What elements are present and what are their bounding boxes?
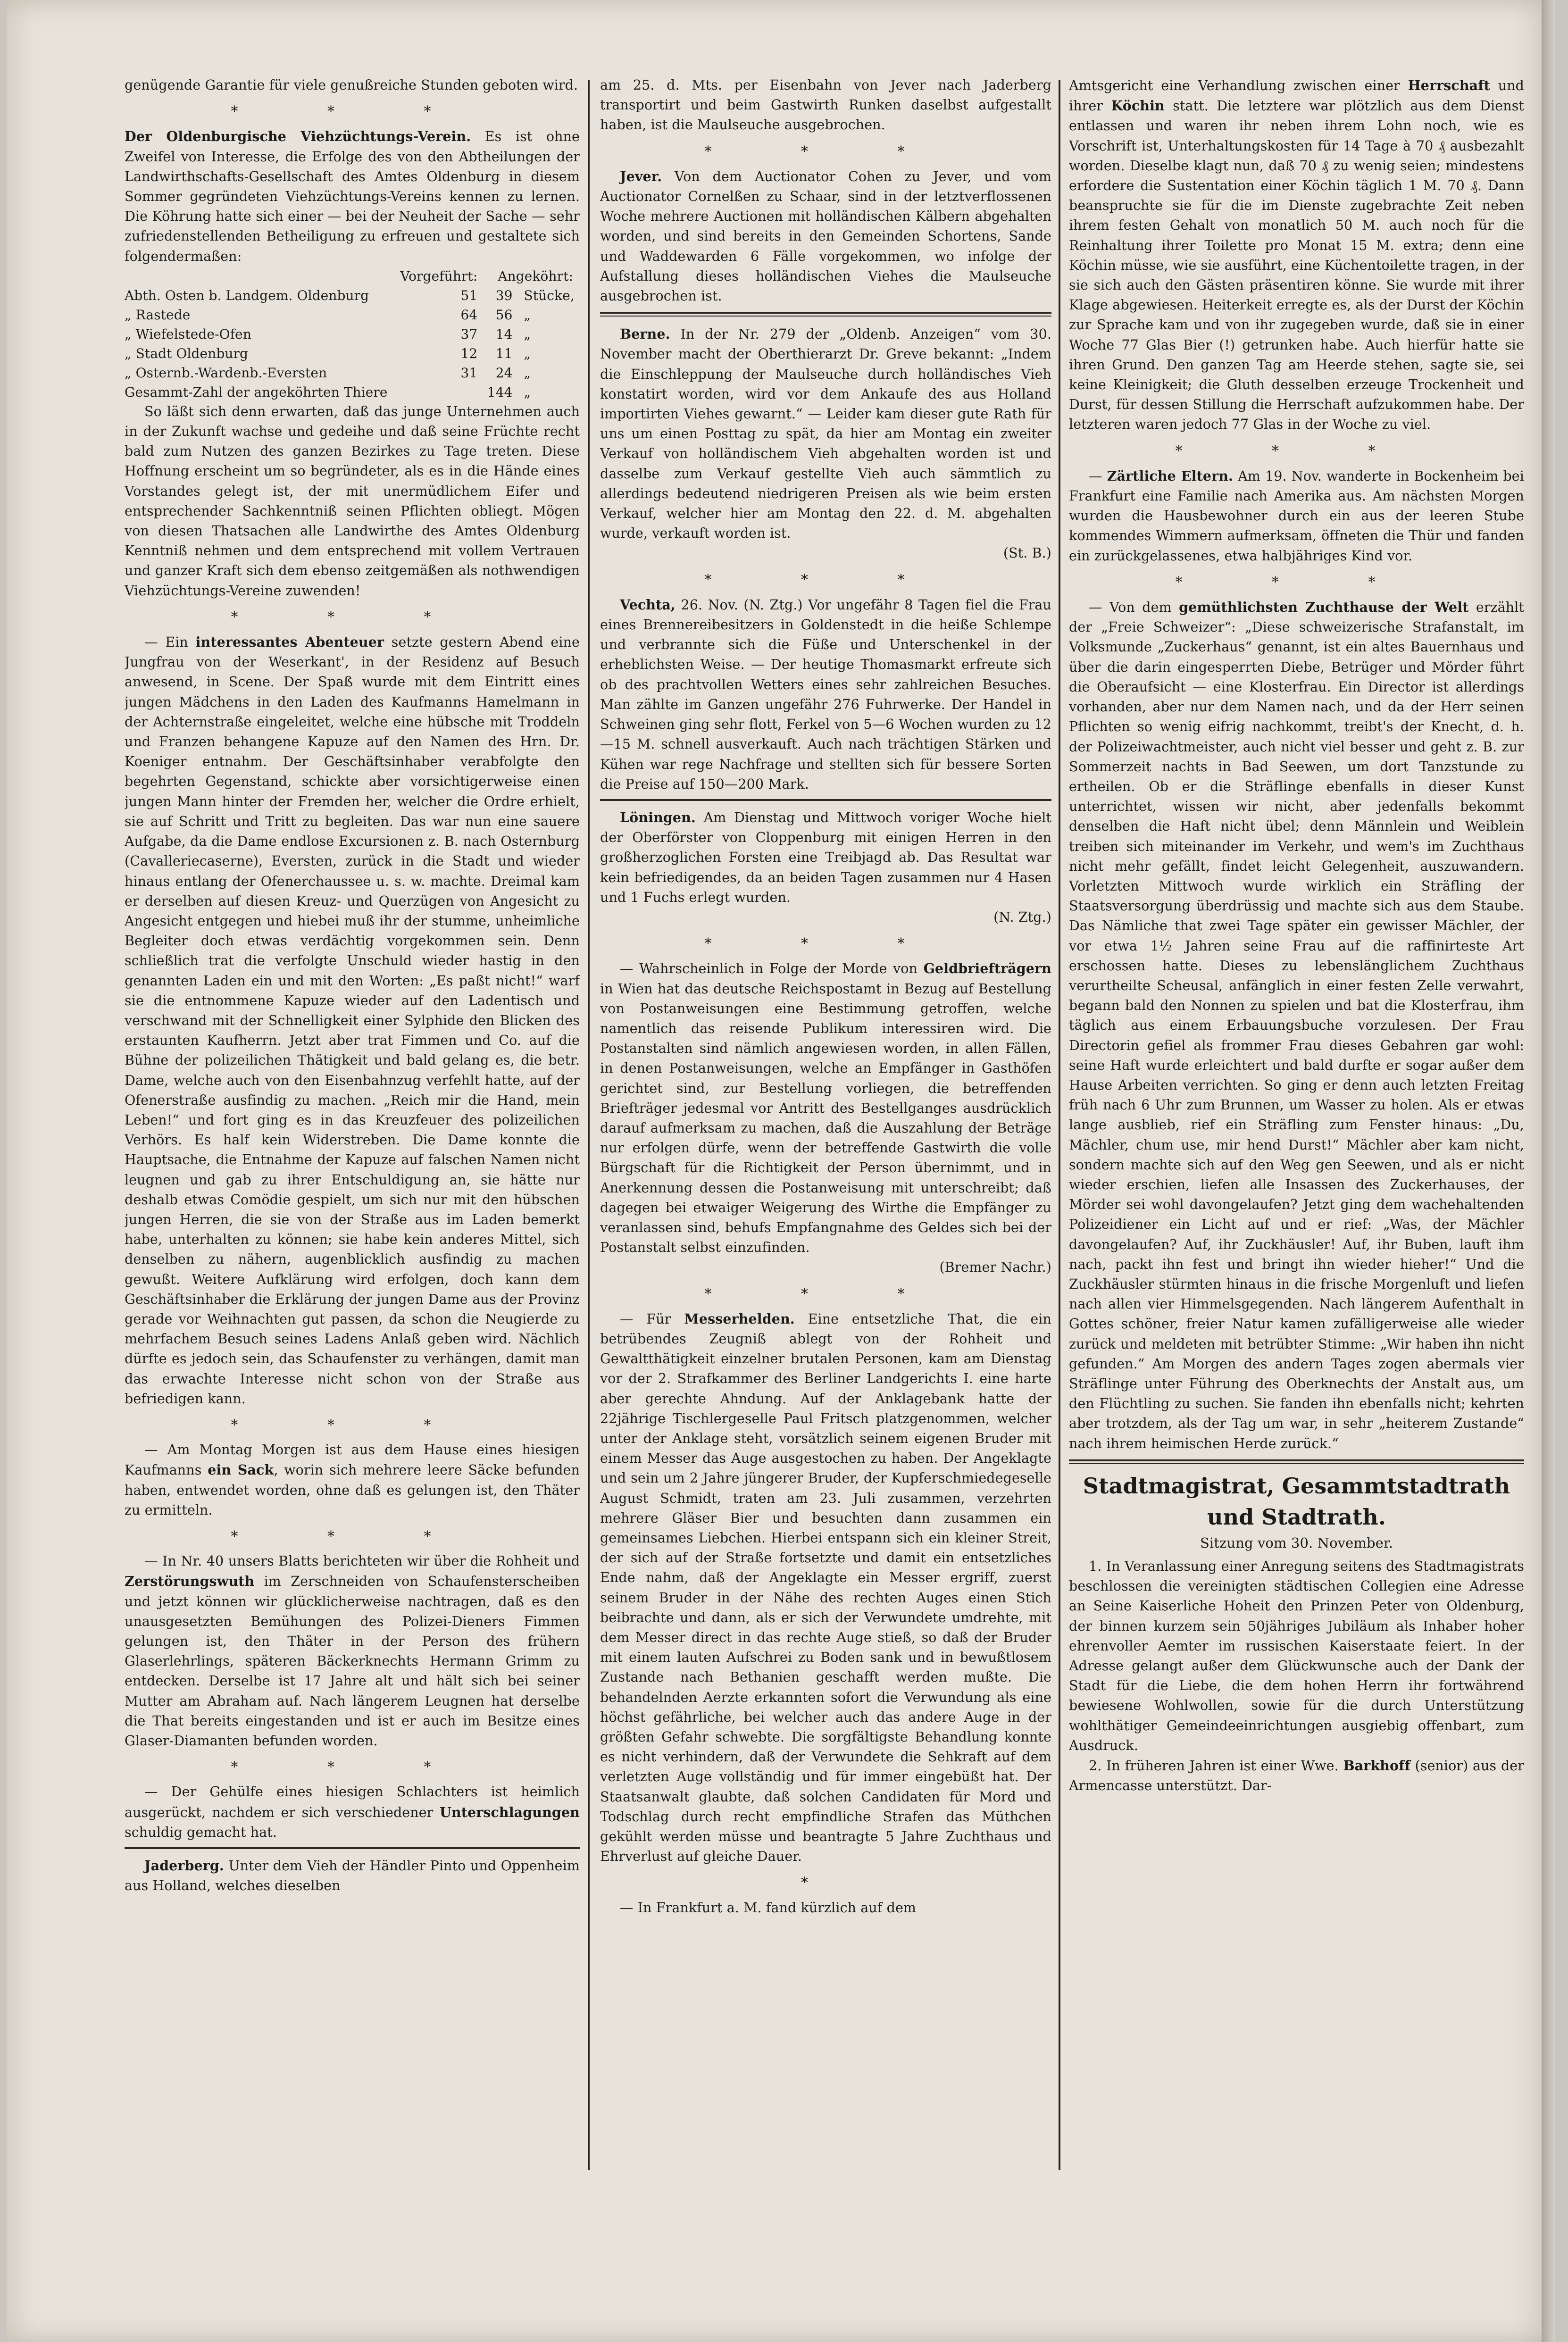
row-licensed: 11	[495, 345, 513, 361]
article-unterschlagung: — Der Gehülfe eines hiesigen Schlachters ist heimlich ausgerückt, nachdem er sich verschiedener Unterschlagungen schuldig gemacht hat.	[125, 1784, 580, 1840]
newspaper-page	[7, 0, 1555, 2342]
row-shown: 12	[460, 345, 478, 361]
article-viehzucht	[125, 126, 580, 266]
article-continuation: genügende Garantie für viele genußreiche Stunden geboten wird.	[125, 77, 578, 93]
row-shown: 51	[460, 287, 478, 303]
separator-stars: * * *	[704, 935, 947, 952]
headline-viehzucht: Der Oldenburgische Viehzüchtungs-Verein.	[125, 128, 471, 145]
row-label: „ Osternb.-Wardenb.-Eversten	[125, 365, 327, 381]
source-credit: (St. B.)	[1003, 545, 1051, 561]
source-credit: (Bremer Nachr.)	[939, 1259, 1051, 1275]
article-zuchthaus: — Von dem gemüthlichsten Zuchthause der Welt erzählt der „Freie Schweizer“: „Diese schweizerische Strafanstalt, im Volksmunde „Zuckerhaus“ genannt, ist ein altes Bauernhaus und über die darin eingesperrten Diebe, Betrüger und Mörder führt die Oberaufsicht — eine Klosterfrau. Ein Director ist allerdings vorhanden, aber nur dem Namen nach, und da der Herr seinen Pflichten so wenig eifrig nachkommt, treibt's der Knecht, d. h. der Polizeiwachtmeister, auch nicht viel besser und geht z. B. zur Sommerzeit nachts in Bad Seewen, um dort Tanzstunde zu ertheilen. Ob er die Sträflinge ebenfalls in dieser Kunst unterrichtet, wissen wir nicht, aber jedenfalls bekommt denselben die Haft nicht übel; denn Männlein und Weiblein treiben sich miteinander im Verkehr, und wem's im Zuchthaus nicht mehr gefällt, findet leicht Gelegenheit, auszuwandern. Vorletzten Mittwoch wurde wirklich ein Sträfling der Staatsversorgung überdrüssig und machte sich aus dem Staube. Das Nämliche that zwei Tage später ein gewisser Mächler, der vor etwa 1½ Jahren seine Frau auf die raffinirteste Art erschossen hatte. Dieses zu lebenslänglichem Zuchthaus verurtheilte Scheusal, anfänglich in einer festen Zelle verwahrt, begann bald den Nonnen zu spielen und bat die Klosterfrau, ihm täglich aus einem Erbauungsbuche vorzulesen. Der Frau Directorin gefiel als frommer Frau dieses Gebahren gar wohl: seine Haft wurde erleichtert und bald durfte er sogar außer dem Hause Arbeiten verrichten. So ging er denn auch letzten Freitag früh nach 6 Uhr zum Brunnen, um Wasser zu holen. Als er etwas lange ausblieb, rief ein Sträfling zum Fenster hinaus: „Du, Mächler, chum use, mir hend Durst!“ Mächler aber kam nicht, sondern machte sich auf den Weg gen Seewen, und als er nicht wieder erschien, liefen alle Insassen des Zuckerhauses, der Mörder sei wohl davongelaufen? Jetzt ging dem wachehaltenden Polizeidiener ein Licht auf und er rief: „Was, der Mächler davongelaufen? Auf, ihr Zuckhäusler! Auf, ihr Buben, lauft ihm nach, packt ihn fest und bringt ihn wieder hieher!“ Und die Zuckhäusler stürmten hinaus in die frische Morgenluft und liefen nach allen vier Himmelsgegenden. Nach längerem Aufenthalt in Gottes schöner, freier Natur kamen zufälligerweise alle wieder zurück und meldeten mit betrübter Stimme: „Wir haben ihn nicht gefunden.“ Am Morgen des andern Tages zogen abermals vier Sträflinge unter Führung des Oberknechts der Anstalt aus, um den Flüchtling zu suchen. Sie fanden ihn ebenfalls nicht; kehrten aber trotzdem, als der Tag um war, in sehr „heiterem Zustande“ nach ihrem heimischen Herde zurück.“	[1069, 599, 1524, 1451]
page-edge	[1542, 0, 1555, 2342]
headline-sack: ein Sack	[208, 1462, 274, 1478]
separator-stars: * * *	[704, 143, 947, 160]
headline-abenteuer: interessantes Abenteuer	[195, 634, 384, 650]
article-jaderberg-continued: am 25. d. Mts. per Eisenbahn von Jever nach Jaderberg transportirt und beim Gastwirth Runken daselbst aufgestallt haben, ist die Maulseuche ausgebrochen.	[600, 77, 1051, 133]
separator-stars: * * *	[231, 608, 474, 625]
livestock-table	[125, 267, 580, 402]
headline-jever: Jever.	[620, 168, 662, 184]
article-messerhelden: — Für Messerhelden. Eine entsetzliche That, die ein betrübendes Zeugniß ablegt von der Rohheit und Gewaltthätigkeit einzelner brutalen Personen, kam am Dienstag vor der 2. Strafkammer des Berliner Landgerichts I. eine harte aber gerechte Ahndung. Auf der Anklagebank hatte der 22jährige Tischlergeselle Paul Fritsch platzgenommen, welcher unter der Anklage steht, vorsätzlich seinem eigenen Bruder mit einem Messer das Auge ausgestochen zu haben. Der Angeklagte und sein um 2 Jahre jüngerer Bruder, der Kupferschmiedegeselle August Schmidt, traten am 23. Juli zusammen, verzehrten mehrere Gläser Bier und besuchten dann zusammen ein gemeinsames Liebchen. Hierbei entspann sich ein kleiner Streit, der sich auf der Straße fortsetzte und damit ein entsetzliches Ende nahm, daß der Angeklagte ein Messer ergriff, zuerst seinem Bruder in der Nähe des rechten Auges einen Stich beibrachte und dann, als er sich der Verwundete umdrehte, mit dem Messer direct in das rechte Auge stieß, so daß der Bruder mit einem lauten Aufschrei zu Boden sank und in bewußtlosem Zustande nach Bethanien geschafft werden mußte. Die behandelnden Aerzte erkannten sofort die Verwundung als eine höchst gefährliche, bei welcher auch das andere Auge in der größten Gefahr schwebte. Die sorgfältigste Behandlung konnte es nicht verhindern, daß der Verwundete die Sehkraft auf dem verletzten Auge vollständig und für immer eingebüßt hat. Der Staatsanwalt glaubte, daß solchen Candidaten für Mord und Todschlag durch recht empfindliche Strafen das Müthchen gekühlt werden müsse und beantragte 5 Jahre Zuchthaus und Ehrverlust auf gleiche Dauer.	[600, 1310, 1051, 1865]
row-licensed: 24	[495, 365, 513, 381]
headline-messerhelden: Messerhelden.	[684, 1310, 795, 1327]
headline-loeningen: Löningen.	[620, 809, 696, 825]
row-unit: „	[524, 307, 531, 323]
row-label: „ Rastede	[125, 307, 191, 323]
total-unit: „	[524, 384, 531, 400]
section-title-stadtmagistrat: Stadtmagistrat, Gesammtstadtrath	[1083, 1473, 1510, 1499]
row-label: „ Stadt Oldenburg	[125, 345, 249, 361]
section-rule	[125, 1847, 580, 1849]
section-subtitle-session: Sitzung vom 30. November.	[1200, 1534, 1393, 1551]
article-vechta: Vechta, 26. Nov. (N. Ztg.) Vor ungefähr 8 Tagen fiel die Frau eines Brennereibesitzers in Goldenstedt in die heiße Schlempe und verbrannte sich die Füße und Unterschenkel in der erheblichsten Weise. — Der heutige Thomasmarkt erfreute sich ob des prachtvollen Wetters eines sehr zahlreichen Besuches. Man zählte im Ganzen ungefähr 276 Fuhrwerke. Der Handel in Schweinen ging sehr flott, Ferkel von 5—6 Wochen wurden zu 12—15 M. schnell ausverkauft. Auch nach trächtigen Stärken und Kühen war rege Nachfrage und stellten sich für bessere Sorten die Preise auf 150—200 Mark.	[600, 596, 1051, 792]
section-rule	[600, 312, 1051, 317]
row-label: Abth. Osten b. Landgem. Oldenburg	[125, 287, 369, 303]
article-viehzucht-conclusion: So läßt sich denn erwarten, daß das junge Unternehmen auch in der Zukunft wachse und gedeihe und daß seine Früchte recht bald zum Nutzen des ganzen Bezirkes zu Tage treten. Diese Hoffnung erscheint um so begründeter, als es in die Hände eines Vorstandes gelegt ist, der mit unermüdlichem Eifer und entsprechender Sachkenntniß seinen Pflichten obliegt. Mögen von diesen Thatsachen alle Landwirthe des Amtes Oldenburg Kenntniß nehmen und dem entsprechend mit vollem Vertrauen und ganzer Kraft sich dem ebenso zeitgemäßen als nothwendigen Viehzüchtungs-Vereine zuwenden!	[125, 403, 580, 599]
article-sack: — Am Montag Morgen ist aus dem Hause eines hiesigen Kaufmanns ein Sack, worin sich mehrere leere Säcke befunden haben, entwendet worden, ohne daß es gelungen ist, den Thäter zu ermitteln.	[125, 1442, 580, 1518]
headline-berne: Berne.	[620, 326, 670, 342]
headline-vechta: Vechta,	[620, 596, 676, 613]
column-middle	[600, 75, 1051, 2179]
council-item-1: 1. In Veranlassung einer Anregung seitens des Stadtmagistrats beschlossen die vereinigten städtischen Collegien eine Adresse an Seine Kaiserliche Hoheit den Prinzen Peter von Oldenburg, der binnen kurzem sein 50jähriges Jubiläum als Inhaber hoher ehrenvoller Aemter im russischen Kaiserstaate feiert. In der Adresse gelangt außer dem Glückwunsche auch der Dank der Stadt für die Liebe, die dem hohen Herrn ihr fortwährend bewiesene Wohlwollen, sowie für die durch Unterstützung wohlthätiger Gemeindeeinrichtungen ausgiebig offenbart, zum Ausdruck.	[1069, 1559, 1524, 1753]
column-rule-1	[588, 80, 590, 2170]
row-unit: „	[524, 326, 531, 342]
section-rule	[1069, 1459, 1524, 1464]
headline-geldbrieftraeger: Geldbriefträgern	[923, 960, 1051, 977]
table-row	[125, 305, 580, 325]
separator-stars: * * *	[1175, 574, 1418, 591]
table-row	[125, 286, 580, 305]
table-row	[125, 344, 580, 363]
headline-unterschlagung: Unterschlagungen	[439, 1804, 580, 1820]
table-row	[125, 363, 580, 383]
row-licensed: 56	[495, 307, 513, 323]
headline-herrschaft: Herrschaft	[1408, 77, 1490, 93]
article-jever: Jever. Von dem Auctionator Cohen zu Jever, und vom Auctionator Cornelßen zu Schaar, sind in der letztverflossenen Woche mehrere Auctionen mit holländischen Kälbern abgehalten worden, und sind bereits in den Gemeinden Schortens, Sande und Waddewarden 6 Fälle vorgekommen, wo infolge der Aufstallung dieses holländischen Viehes die Maulseuche ausgebrochen ist.	[600, 168, 1051, 304]
article-koechin: Amtsgericht eine Verhandlung zwischen einer Herrschaft und ihrer Köchin statt. Die letztere war plötzlich aus dem Dienst entlassen und waren ihr neben ihrem Lohn noch, wie es Vorschrift ist, Unterhaltungskosten für 14 Tage à 70 ₰ ausbezahlt worden. Dieselbe klagt nun, daß 70 ₰ zu wenig seien; mindestens erfordere die Sustentation einer Köchin täglich 1 M. 70 ₰. Dann beanspruchte sie für die im Dienste zugebrachte Zeit neben ihrem festen Gehalt von monatlich 50 M. auch noch für die Reinhaltung ihrer Toilette pro Monat 15 M. extra; denn eine Köchin müsse, wie sie ausführt, eine Küchentoilette tragen, in der sie sich auch den Gästen präsentiren könne. Sie wurde mit ihrer Klage abgewiesen. Heiterkeit erregte es, als der Durst der Köchin zur Sprache kam und von ihr zugegeben wurde, daß sie in einer Woche 77 Glas Bier (!) getrunken habe. Auch hierfür hatte sie ihren Grund. Den ganzen Tag am Heerde stehen, sagte sie, sei keine Kleinigkeit; die Gluth desselben erzeuge Trockenheit und Durst, für dessen Stillung die Herrschaft aufzukommen habe. Der letzteren waren jedoch 77 Glas in der Woche zu viel.	[1069, 77, 1524, 433]
total-value: 144	[487, 384, 513, 400]
article-eltern: — Zärtliche Eltern. Am 19. Nov. wanderte in Bockenheim bei Frankfurt eine Familie nach Amerika aus. Am nächsten Morgen wurden die Hausbewohner durch ein aus der leeren Stube kommendes Wimmern aufmerksam, öffneten die Thür und fanden ein zurückgelassenes, etwa halbjähriges Kind vor.	[1069, 467, 1524, 564]
headline-zuchthaus: gemüthlichsten Zuchthause der Welt	[1179, 599, 1469, 616]
row-shown: 31	[460, 365, 478, 381]
separator-stars: * * *	[231, 1417, 474, 1434]
headline-jaderberg: Jaderberg.	[144, 1858, 224, 1874]
table-header-shown: Vorgeführt:	[400, 268, 478, 284]
article-geldbrieftraeger: — Wahrscheinlich in Folge der Morde von Geldbriefträgern in Wien hat das deutsche Reichspostamt in Bezug auf Bestellung von Postanweisungen eine Bestimmung getroffen, welche namentlich das reisende Publikum interessiren wird. Die Postanstalten sind nämlich angewiesen worden, in allen Fällen, in denen Postanweisungen, welche an Empfänger in Gasthöfen gerichtet sind, zur Bestellung vorliegen, die betreffenden Briefträger jedesmal vor Antritt des Bestellganges ausdrücklich darauf aufmerksam zu machen, daß die Auszahlung der Beträge nur erfolgen dürfe, wenn der betreffende Gastwirth die volle Bürgschaft für die Richtigkeit der Person übernimmt, und in Anerkennung dessen die Postanweisung mit unterschreibt; daß dagegen bei etwaiger Weigerung des Wirthe die Empfänger zu veranlassen sind, behufs Empfangnahme des Geldes sich bei der Postanstalt selbst einzufinden.	[600, 960, 1051, 1256]
row-label: „ Wiefelstede-Ofen	[125, 326, 251, 342]
table-header-row	[125, 267, 580, 286]
separator-stars: * * *	[231, 1759, 474, 1776]
section-title-stadtrath: und Stadtrath.	[1207, 1504, 1386, 1530]
article-frankfurt: — In Frankfurt a. M. fand kürzlich auf dem	[620, 1900, 917, 1916]
separator-stars: * * *	[231, 103, 474, 120]
section-rule	[600, 799, 1051, 801]
separator-stars: * * *	[1175, 442, 1418, 459]
article-jaderberg: Jaderberg. Unter dem Vieh der Händler Pinto und Oppenheim aus Holland, welches dieselben	[125, 1858, 580, 1894]
separator-stars: * * *	[231, 1528, 474, 1545]
table-header-licensed: Angeköhrt:	[498, 268, 573, 284]
article-berne: Berne. In der Nr. 279 der „Oldenb. Anzeigen“ vom 30. November macht der Oberthierarzt Dr. Greve bekannt: „Indem die Einschleppung der Maulseuche durch holländisches Vieh konstatirt worden, wird vor dem Ankaufe des aus Holland importirten Viehes gewarnt.“ — Leider kam dieser gute Rath für uns um einen Posttag zu spät, da hier am Montag ein zweiter Verkauf von holländischem Vieh abgehalten worden ist und dasselbe zum Verkauf gestellte Vieh auch sämmtlich zu allerdings bedeutend niedrigeren Preisen als wie beim ersten Verkauf, welcher hier am Montag den 22. d. M. abgehalten wurde, verkauft worden ist.	[600, 326, 1051, 542]
separator-stars: *	[801, 1875, 851, 1892]
table-total-row	[125, 383, 580, 402]
row-unit: „	[524, 345, 531, 361]
row-unit: „	[524, 365, 531, 381]
article-abenteuer: — Ein interessantes Abenteuer setzte gestern Abend eine Jungfrau von der Weserkant', in der Residenz auf Besuch anwesend, in Scene. Der Spaß wurde mit dem Eintritt eines jungen Mädchens in den Laden des Kaufmanns Hamelmann in der Achternstraße eingeleitet, welche eine hübsche mit Troddeln und Franzen behangene Kapuze auf den Namen des Hrn. Dr. Koeniger entnahm. Der Geschäftsinhaber verabfolgte den begehrten Gegenstand, schickte aber vorsichtigerweise einen jungen Mann hinter der Fremden her, welcher die Ordre erhielt, sie auf Schritt und Tritt zu begleiten. Das war nun eine sauere Aufgabe, da die Dame endlose Excursionen z. B. nach Osternburg (Cavalleriecaserne), Eversten, zurück in die Stadt und wieder hinaus entlang der Ofenerchaussee u. s. w. machte. Dreimal kam er derselben auf diesen Kreuz- und Querzügen von Angesicht zu Angesicht entgegen und hiebei muß ihr der stumme, unheimliche Begleiter doch etwas verdächtig vorgekommen sein. Denn schließlich trat die verfolgte Unschuld wieder hastig in den genannten Laden ein und mit den Worten: „Es paßt nicht!“ warf sie die entnommene Kapuze wieder auf den Ladentisch und verschwand mit der Schnelligkeit einer Sylphide den Blicken des erstaunten Kaufherrn. Jetzt aber trat Fimmen und Co. auf die Bühne der polizeilichen Thätigkeit und bald gelang es, die betr. Dame, welche auch von den Eisenbahnzug verfehlt hatte, auf der Ofenerstraße ausfindig zu machen. „Reich mir die Hand, mein Leben!“ und fort ging es in das Kreuzfeuer des polizeilichen Verhörs. Es half kein Widerstreben. Die Dame konnte die Hauptsache, die Entnahme der Kapuze auf falschen Namen nicht leugnen und gab zu ihrer Entschuldigung an, sie hätte nur deshalb etwas Comödie gespielt, um sich nur mit den hübschen jungen Herren, die sie von der Straße aus im Laden bemerkt habe, unterhalten zu können; sie habe kein anderes Mittel, sich denselben zu nähern, augenblicklich ausfindig zu machen gewußt. Weitere Aufklärung wird erfolgen, doch kann dem Geschäftsinhaber die Erklärung der jungen Dame aus der Provinz gerade vor Weihnachten gut passen, da schon die Neugierde zu mehrfachem Besuch seines Ladens Anlaß geben wird. Nächlich dürfte es jedoch sein, das Schaufenster zu verhängen, damit man das erwachte Interesse nicht schon von der Straße aus befriedigen kann.	[125, 634, 580, 1407]
article-viehzucht-body: Es ist ohne Zweifel von Interesse, die Erfolge des von den Abtheilungen der Landwirthschafts-Gesellschaft des Amtes Oldenburg in diesem Sommer gegründeten Viehzüchtungs-Vereins kennen zu lernen. Die Köhrung hatte sich einer — bei der Neuheit der Sache — sehr zufriedenstellenden Betheiligung zu erfreuen und gestaltete sich folgendermaßen:	[125, 129, 580, 264]
source-credit: (N. Ztg.)	[993, 909, 1051, 925]
headline-barkhoff: Barkhoff	[1343, 1758, 1410, 1774]
column-left	[125, 75, 580, 2179]
council-item-2: 2. In früheren Jahren ist einer Wwe. Barkhoff (senior) aus der Armencasse unterstützt. Dar-	[1069, 1758, 1524, 1794]
article-zerstoerung: — In Nr. 40 unsers Blatts berichteten wir über die Rohheit und Zerstörungswuth im Zerschneiden von Schaufensterscheiben und jetzt können wir glücklicherweise nachtragen, daß es den unausgesetzten Bemühungen des Polizei-Dieners Fimmen gelungen ist, den Thäter in der Person des frühern Glaserlehrlings, späteren Bäckerknechts Hermann Grimm zu entdecken. Derselbe ist 17 Jahre alt und hält sich bei seiner Mutter am Abraham auf. Nach längerem Leugnen hat derselbe die That bereits eingestanden und ist er auch im Besitze eines Glaser-Diamanten befunden worden.	[125, 1553, 580, 1749]
headline-zerstoerung: Zerstörungswuth	[125, 1573, 255, 1590]
row-unit: Stücke,	[524, 287, 575, 303]
row-licensed: 14	[495, 326, 513, 342]
headline-koechin: Köchin	[1111, 98, 1165, 114]
headline-eltern: Zärtliche Eltern.	[1107, 467, 1234, 484]
separator-stars: * * *	[704, 571, 947, 588]
table-row	[125, 325, 580, 344]
row-licensed: 39	[495, 287, 513, 303]
column-rule-2	[1059, 80, 1060, 2170]
total-label: Gesammt-Zahl der angeköhrten Thiere	[125, 384, 388, 400]
column-right	[1069, 75, 1524, 2179]
separator-stars: * * *	[704, 1285, 947, 1302]
article-loeningen: Löningen. Am Dienstag und Mittwoch voriger Woche hielt der Oberförster von Cloppenburg mit einigen Herren in den großherzoglichen Forsten eine Treibjagd ab. Das Resultat war kein befriedigendes, da an beiden Tagen zusammen nur 4 Hasen und 1 Fuchs erlegt wurden.	[600, 809, 1051, 905]
row-shown: 37	[460, 326, 478, 342]
row-shown: 64	[460, 307, 478, 323]
